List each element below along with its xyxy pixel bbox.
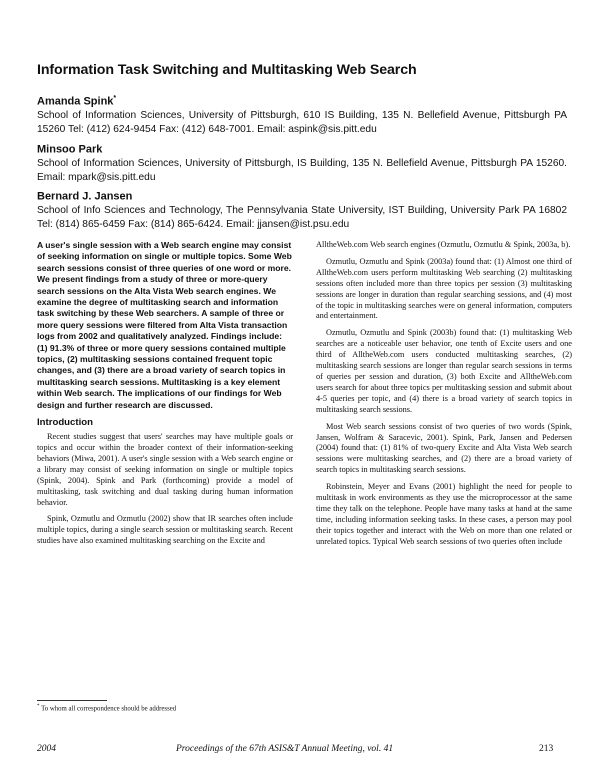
author-footnote-marker: * bbox=[113, 95, 117, 102]
author-name bbox=[37, 143, 577, 156]
footnote-divider bbox=[37, 700, 107, 701]
footnote-text: To whom all correspondence should be addressed bbox=[41, 705, 177, 713]
author-name bbox=[37, 95, 577, 108]
footnote-marker: * bbox=[37, 704, 40, 709]
section-heading-introduction: Introduction bbox=[37, 417, 93, 429]
abstract: A user's single session with a Web search engine may consist of seeking information on single or multiple topics. Some Web search sessions consist of three queries of one word or more. We present findings from a study of three or more-query search sessions on the Alta Vista Web search engines. We examine the degree of multitasking search and information task switching by these Web searchers. A sample of three or more query sessions were filtered from Alta Vista transaction logs from 2002 and qualitatively analyzed. Findings include: (1) 91.3% of three or more query sessions contained multiple topics, (2) multitasking sessions contained frequent topic changes, and (3) there are a broad variety of search topics in multitasking search sessions. Multitasking is a key element within Web search. The implications of our findings for Web design and further research are discussed. bbox=[37, 240, 292, 410]
author-name bbox=[37, 190, 577, 203]
paper-title: Information Task Switching and Multitasking Web Search bbox=[37, 62, 417, 78]
author-name-text: Bernard J. Jansen bbox=[37, 190, 133, 203]
body-paragraph: Recent studies suggest that users' searches may have multiple goals or topics and occur within the broader context of their information-seeking behaviors (Miwa, 2001). A user's single session with a Web search engine or a library may consist of seeking information on single or multiple topics (Spink, 2004). Spink and Park (forthcoming) provide a model of multitasking, task switching and dual tasking during human information behavior. bbox=[37, 432, 293, 507]
author-name-text: Amanda Spink bbox=[37, 95, 114, 108]
body-paragraph: Robinstein, Meyer and Evans (2001) highlight the need for people to multitask in work environments as they use the microprocessor at the same time they talk on the telephone. People have many tasks at hand at the same time, including information seeking tasks. In these cases, a person may pool their topics together and interact with the Web on more than one related or unrelated topics. Typical Web search sessions of two queries often include bbox=[316, 482, 572, 546]
author-affiliation: School of Information Sciences, University of Pittsburgh, 610 IS Building, 135 N. Bellefield Avenue, Pittsburgh PA 15260 Tel: (412) 624-9454 Fax: (412) 648-7001. Email: aspink@sis.pitt.edu bbox=[37, 110, 567, 135]
left-column bbox=[37, 240, 293, 553]
body-paragraph: AlltheWeb.com Web search engines (Ozmutlu, Ozmutlu & Spink, 2003a, b). bbox=[316, 240, 571, 249]
author-affiliation: School of Information Sciences, University of Pittsburgh, IS Building, 135 N. Bellefield Avenue, Pittsburgh PA 15260. Email: mpark@sis.pitt.edu bbox=[37, 158, 567, 183]
right-column bbox=[316, 240, 572, 554]
page-number: 213 bbox=[539, 744, 554, 754]
footnote bbox=[37, 704, 176, 712]
author-affiliation: School of Info Sciences and Technology, The Pennsylvania State University, IST Building, University Park PA 16802 Tel: (814) 865-6459 Fax: (814) 865-6424. Email: jjansen@ist.psu.edu bbox=[37, 205, 567, 230]
author-name-text: Minsoo Park bbox=[37, 143, 103, 156]
body-paragraph: Ozmutlu, Ozmutlu and Spink (2003b) found that: (1) multitasking Web searches are a noticeable user behavior, one tenth of Excite users and one third of AlltheWeb.com users conducted multitasking searches, (2) multitasking search sessions are longer than regular search sessions in terms of queries per session and duration, (3) both Excite and AlltheWeb.com users search for about three topics per multitasking session and submit about 4-5 queries per topic, and (4) there is a broad variety of search topics in multitasking search sessions. bbox=[316, 328, 572, 414]
footer-year: 2004 bbox=[37, 744, 56, 754]
body-paragraph: Most Web search sessions consist of two queries of two words (Spink, Jansen, Wolfram & Saracevic, 2001). Spink, Park, Jansen and Pedersen (2004) found that: (1) 81% of two-query Excite and Alta Vista Web search sessions were multitasking searches, and (2) there are a broad variety of search topics in multitasking search sessions. bbox=[316, 421, 572, 475]
footer-journal: Proceedings of the 67th ASIS&T Annual Meeting, vol. 41 bbox=[176, 744, 394, 754]
body-paragraph: Spink, Ozmutlu and Ozmutlu (2002) show that IR searches often include multiple topics, during a single search session or multitasking search. Recent studies have also examined multitasking searching on the Excite and bbox=[37, 514, 293, 546]
body-paragraph: Ozmutlu, Ozmutlu and Spink (2003a) found that: (1) Almost one third of AlltheWeb.com users perform multitasking Web searching (2) multitasking sessions often included more than three topics per session (3) multitasking sessions are longer in duration than regular searching sessions, and (4) most of the topic in multitasking searches were on general information, computers and entertainment. bbox=[316, 256, 572, 321]
